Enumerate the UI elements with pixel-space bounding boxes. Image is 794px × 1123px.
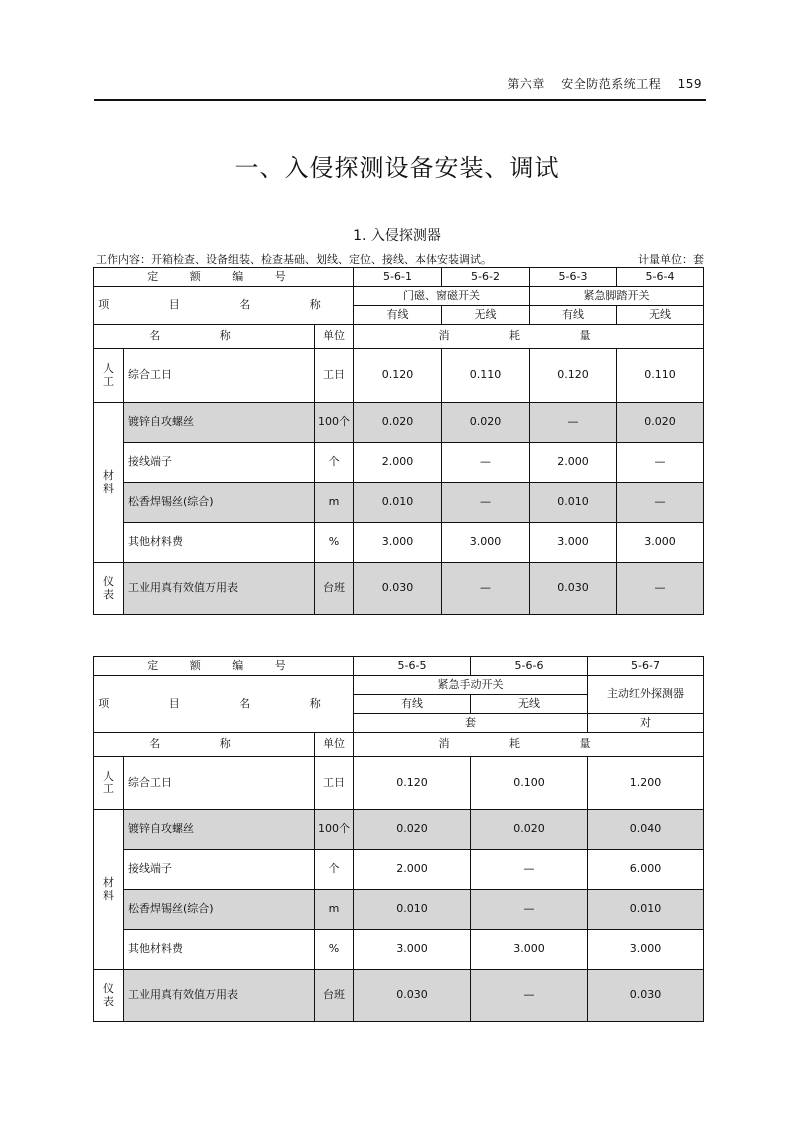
- value-cell: 0.030: [530, 563, 617, 615]
- unit-header: 套: [354, 714, 588, 733]
- running-head: [495, 75, 702, 92]
- category-material: 材 料: [94, 810, 124, 970]
- item-name-label: 项 目 名 称: [94, 287, 354, 325]
- resource-unit: %: [315, 930, 354, 970]
- category-instrument: 仪 表: [94, 970, 124, 1022]
- value-cell: —: [617, 563, 704, 615]
- quota-number-label: 定 额 编 号: [94, 657, 354, 676]
- resource-unit: 个: [315, 443, 354, 483]
- value-cell: 3.000: [617, 523, 704, 563]
- value-cell: 3.000: [530, 523, 617, 563]
- value-cell: 0.120: [354, 349, 442, 403]
- value-cell: 3.000: [588, 930, 704, 970]
- value-cell: —: [617, 483, 704, 523]
- value-cell: 0.110: [617, 349, 704, 403]
- sub-header: 有线: [354, 306, 442, 325]
- value-cell: 0.120: [530, 349, 617, 403]
- work-content-line: [96, 251, 704, 267]
- item-name-label: 项 目 名 称: [94, 676, 354, 733]
- header-rule: [94, 99, 706, 101]
- value-cell: 6.000: [588, 850, 704, 890]
- value-cell: 0.030: [354, 970, 471, 1022]
- resource-name: 接线端子: [124, 850, 315, 890]
- resource-name: 镀锌自攻螺丝: [124, 403, 315, 443]
- name-column-header: 名 称: [94, 325, 315, 349]
- name-column-header: 名 称: [94, 733, 315, 757]
- value-cell: 0.030: [588, 970, 704, 1022]
- resource-unit: 台班: [315, 970, 354, 1022]
- value-cell: —: [442, 443, 530, 483]
- subsection-title: 1. 入侵探测器: [353, 228, 441, 244]
- value-cell: —: [442, 563, 530, 615]
- resource-unit: 个: [315, 850, 354, 890]
- quota-table-2: [93, 656, 704, 1022]
- value-cell: 0.010: [354, 890, 471, 930]
- category-instrument: 仪 表: [94, 563, 124, 615]
- resource-unit: 100个: [315, 810, 354, 850]
- code-cell: 5-6-3: [530, 268, 617, 287]
- resource-name: 工业用真有效值万用表: [124, 970, 315, 1022]
- value-cell: —: [471, 890, 588, 930]
- chapter-title: 安全防范系统工程: [561, 77, 662, 91]
- resource-name: 松香焊锡丝(综合): [124, 890, 315, 930]
- value-cell: 3.000: [354, 930, 471, 970]
- sub-header: 有线: [530, 306, 617, 325]
- value-cell: —: [442, 483, 530, 523]
- consumption-column-header: 消 耗 量: [354, 325, 704, 349]
- work-content: 工作内容：开箱检查、设备组装、检查基础、划线、定位、接线、本体安装调试。: [96, 253, 492, 266]
- resource-unit: %: [315, 523, 354, 563]
- category-labor: 人 工: [94, 349, 124, 403]
- value-cell: 2.000: [530, 443, 617, 483]
- code-cell: 5-6-1: [354, 268, 442, 287]
- resource-name: 接线端子: [124, 443, 315, 483]
- value-cell: 1.200: [588, 757, 704, 810]
- group-header: 紧急脚踏开关: [530, 287, 704, 306]
- resource-name: 镀锌自攻螺丝: [124, 810, 315, 850]
- value-cell: 0.020: [354, 810, 471, 850]
- resource-unit: m: [315, 890, 354, 930]
- value-cell: 3.000: [354, 523, 442, 563]
- sub-header: 无线: [442, 306, 530, 325]
- group-header: 门磁、窗磁开关: [354, 287, 530, 306]
- section-title: 一、入侵探测设备安装、调试: [234, 154, 560, 182]
- code-cell: 5-6-4: [617, 268, 704, 287]
- quota-number-label: 定 额 编 号: [94, 268, 354, 287]
- sub-header: 有线: [354, 695, 471, 714]
- value-cell: 0.040: [588, 810, 704, 850]
- value-cell: 0.100: [471, 757, 588, 810]
- value-cell: 0.120: [354, 757, 471, 810]
- resource-name: 松香焊锡丝(综合): [124, 483, 315, 523]
- unit-column-header: 单位: [315, 325, 354, 349]
- value-cell: 3.000: [471, 930, 588, 970]
- group-header: 主动红外探测器: [588, 676, 704, 714]
- measurement-unit: 计量单位：套: [638, 253, 704, 266]
- code-cell: 5-6-5: [354, 657, 471, 676]
- value-cell: 0.020: [617, 403, 704, 443]
- value-cell: 0.110: [442, 349, 530, 403]
- sub-header: 无线: [471, 695, 588, 714]
- unit-header: 对: [588, 714, 704, 733]
- resource-unit: m: [315, 483, 354, 523]
- resource-name: 其他材料费: [124, 523, 315, 563]
- consumption-column-header: 消 耗 量: [354, 733, 704, 757]
- chapter-label: 第六章: [507, 77, 545, 91]
- code-cell: 5-6-7: [588, 657, 704, 676]
- resource-name: 综合工日: [124, 349, 315, 403]
- value-cell: —: [471, 970, 588, 1022]
- value-cell: 0.010: [354, 483, 442, 523]
- value-cell: 2.000: [354, 850, 471, 890]
- resource-unit: 台班: [315, 563, 354, 615]
- category-material: 材 料: [94, 403, 124, 563]
- value-cell: 0.020: [354, 403, 442, 443]
- value-cell: 0.010: [588, 890, 704, 930]
- resource-unit: 工日: [315, 757, 354, 810]
- value-cell: —: [471, 850, 588, 890]
- resource-name: 其他材料费: [124, 930, 315, 970]
- value-cell: 0.020: [471, 810, 588, 850]
- resource-unit: 100个: [315, 403, 354, 443]
- value-cell: 3.000: [442, 523, 530, 563]
- value-cell: 0.020: [442, 403, 530, 443]
- quota-table-1: [93, 267, 704, 615]
- value-cell: —: [617, 443, 704, 483]
- value-cell: 2.000: [354, 443, 442, 483]
- value-cell: —: [530, 403, 617, 443]
- unit-column-header: 单位: [315, 733, 354, 757]
- resource-unit: 工日: [315, 349, 354, 403]
- sub-header: 无线: [617, 306, 704, 325]
- group-header: 紧急手动开关: [354, 676, 588, 695]
- page-number: 159: [677, 77, 702, 91]
- resource-name: 工业用真有效值万用表: [124, 563, 315, 615]
- resource-name: 综合工日: [124, 757, 315, 810]
- code-cell: 5-6-2: [442, 268, 530, 287]
- category-labor: 人 工: [94, 757, 124, 810]
- code-cell: 5-6-6: [471, 657, 588, 676]
- value-cell: 0.010: [530, 483, 617, 523]
- value-cell: 0.030: [354, 563, 442, 615]
